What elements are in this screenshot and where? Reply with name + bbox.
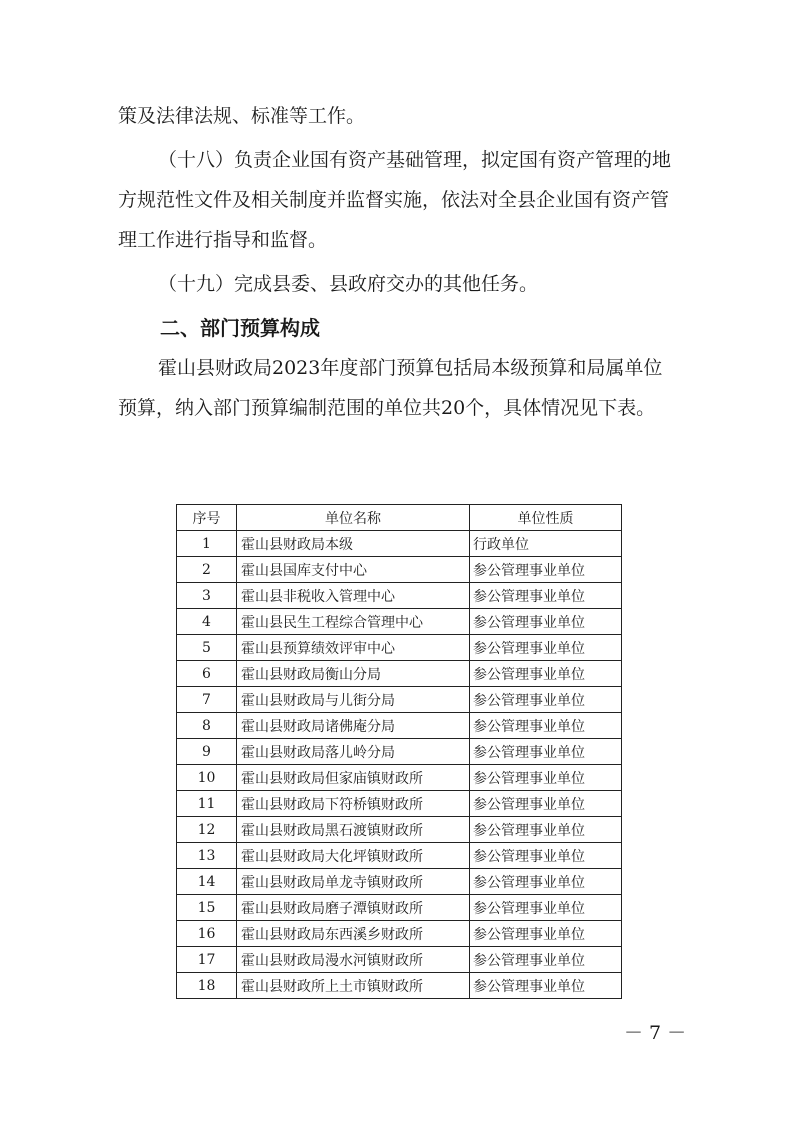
paragraph-item-18: （十八）负责企业国有资产基础管理，拟定国有资产管理的地方规范性文件及相关制度并监督实施，依法对全县企业国有资产管理工作进行指导和监督。: [118, 149, 672, 251]
intro-paragraph: 霍山县财政局2023年度部门预算包括局本级预算和局属单位预算，纳入部门预算编制范围的单位共20个，具体情况见下表。: [118, 357, 663, 419]
table-row: [177, 713, 622, 739]
cell-unit-name: 霍山县财政局与儿街分局: [237, 687, 470, 713]
cell-unit-type: 参公管理事业单位: [470, 713, 622, 739]
table-row: [177, 531, 622, 557]
cell-unit-type: 参公管理事业单位: [470, 843, 622, 869]
table-row: [177, 609, 622, 635]
cell-unit-name: 霍山县财政局黑石渡镇财政所: [237, 817, 470, 843]
units-table: [176, 504, 622, 999]
cell-index: 4: [177, 609, 237, 635]
cell-index: 1: [177, 531, 237, 557]
table-body: [177, 531, 622, 999]
cell-index: 11: [177, 791, 237, 817]
cell-unit-type: 参公管理事业单位: [470, 661, 622, 687]
table-row: [177, 687, 622, 713]
cell-unit-name: 霍山县预算绩效评审中心: [237, 635, 470, 661]
cell-index: 15: [177, 895, 237, 921]
cell-unit-name: 霍山县财政局下符桥镇财政所: [237, 791, 470, 817]
header-unit-name: 单位名称: [237, 505, 470, 531]
cell-index: 13: [177, 843, 237, 869]
cell-unit-name: 霍山县财政局但家庙镇财政所: [237, 765, 470, 791]
cell-unit-name: 霍山县财政局诸佛庵分局: [237, 713, 470, 739]
section-heading: 二、部门预算构成: [160, 316, 320, 340]
paragraph-continuation: 策及法律法规、标准等工作。: [118, 105, 366, 127]
cell-index: 12: [177, 817, 237, 843]
cell-unit-name: 霍山县国库支付中心: [237, 557, 470, 583]
cell-unit-name: 霍山县财政局单龙寺镇财政所: [237, 869, 470, 895]
cell-unit-type: 参公管理事业单位: [470, 791, 622, 817]
table-row: [177, 635, 622, 661]
table-row: [177, 843, 622, 869]
page-number: － 7 －: [624, 1022, 687, 1044]
cell-unit-name: 霍山县财政局衡山分局: [237, 661, 470, 687]
table-row: [177, 557, 622, 583]
cell-index: 3: [177, 583, 237, 609]
cell-index: 5: [177, 635, 237, 661]
table-row: [177, 739, 622, 765]
cell-unit-type: 参公管理事业单位: [470, 869, 622, 895]
cell-index: 10: [177, 765, 237, 791]
cell-unit-type: 参公管理事业单位: [470, 921, 622, 947]
cell-index: 7: [177, 687, 237, 713]
paragraph-item-19: （十九）完成县委、县政府交办的其他任务。: [158, 273, 539, 295]
cell-unit-type: 参公管理事业单位: [470, 583, 622, 609]
cell-unit-name: 霍山县财政所上土市镇财政所: [237, 973, 470, 999]
cell-unit-name: 霍山县财政局漫水河镇财政所: [237, 947, 470, 973]
cell-unit-type: 参公管理事业单位: [470, 765, 622, 791]
cell-unit-name: 霍山县财政局磨子潭镇财政所: [237, 895, 470, 921]
cell-unit-type: 参公管理事业单位: [470, 973, 622, 999]
cell-unit-type: 参公管理事业单位: [470, 687, 622, 713]
cell-unit-name: 霍山县财政局落儿岭分局: [237, 739, 470, 765]
table-row: [177, 921, 622, 947]
table-row: [177, 869, 622, 895]
cell-unit-type: 行政单位: [470, 531, 622, 557]
cell-unit-name: 霍山县财政局大化坪镇财政所: [237, 843, 470, 869]
cell-unit-type: 参公管理事业单位: [470, 557, 622, 583]
cell-index: 18: [177, 973, 237, 999]
cell-unit-name: 霍山县非税收入管理中心: [237, 583, 470, 609]
table-row: [177, 817, 622, 843]
cell-index: 16: [177, 921, 237, 947]
cell-index: 8: [177, 713, 237, 739]
cell-unit-name: 霍山县财政局本级: [237, 531, 470, 557]
table-row: [177, 661, 622, 687]
table-row: [177, 947, 622, 973]
table-row: [177, 973, 622, 999]
cell-unit-type: 参公管理事业单位: [470, 635, 622, 661]
cell-index: 2: [177, 557, 237, 583]
header-unit-type: 单位性质: [470, 505, 622, 531]
table-row: [177, 583, 622, 609]
table-header-row: [177, 505, 622, 531]
table-row: [177, 791, 622, 817]
cell-unit-type: 参公管理事业单位: [470, 817, 622, 843]
cell-unit-name: 霍山县民生工程综合管理中心: [237, 609, 470, 635]
header-index: 序号: [177, 505, 237, 531]
table-row: [177, 765, 622, 791]
cell-index: 14: [177, 869, 237, 895]
cell-index: 6: [177, 661, 237, 687]
cell-unit-type: 参公管理事业单位: [470, 895, 622, 921]
cell-unit-type: 参公管理事业单位: [470, 609, 622, 635]
cell-index: 9: [177, 739, 237, 765]
cell-unit-type: 参公管理事业单位: [470, 947, 622, 973]
cell-index: 17: [177, 947, 237, 973]
cell-unit-name: 霍山县财政局东西溪乡财政所: [237, 921, 470, 947]
cell-unit-type: 参公管理事业单位: [470, 739, 622, 765]
table-row: [177, 895, 622, 921]
